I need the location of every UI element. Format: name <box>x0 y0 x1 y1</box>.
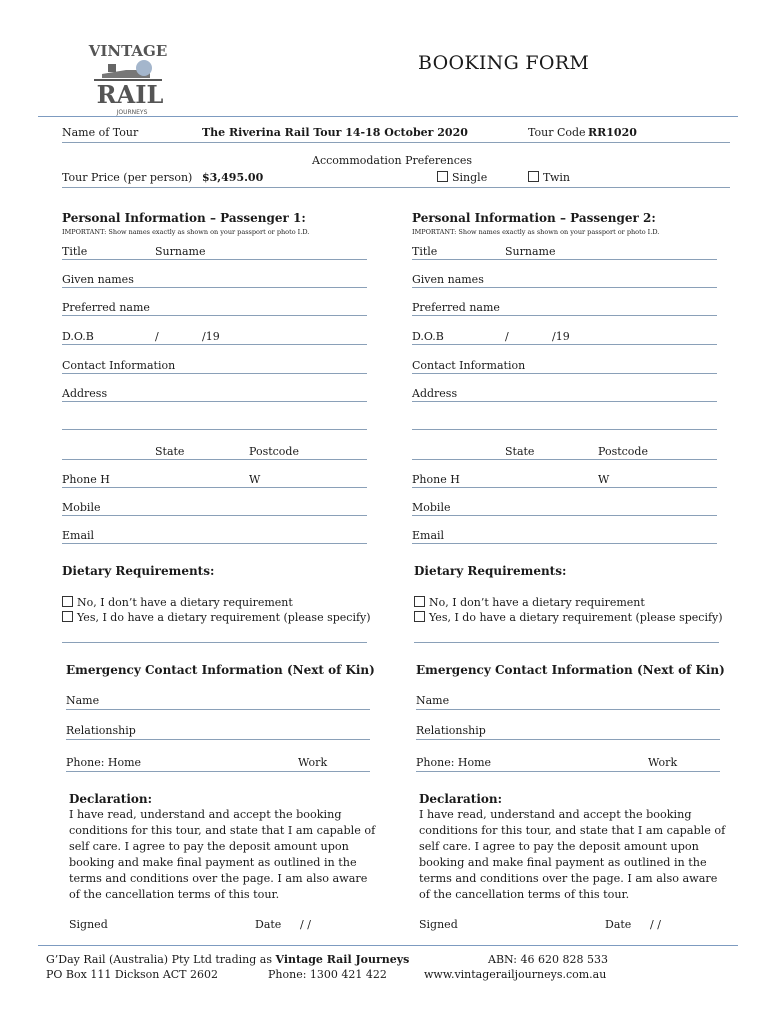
tour-price-value: $3,495.00 <box>202 171 264 184</box>
p2-diet-yes-option[interactable] <box>414 611 723 624</box>
p2-dob-sep: / <box>505 330 509 343</box>
p1-email-label: Email <box>62 529 95 542</box>
p1-state-field[interactable] <box>62 459 367 460</box>
p1-contact-field[interactable] <box>62 373 367 374</box>
p1-ec-name-label: Name <box>66 694 100 707</box>
p1-date-label: Date <box>255 918 282 931</box>
passenger-1-heading: Personal Information – Passenger 1: <box>62 211 306 225</box>
p1-preferred-field[interactable] <box>62 315 367 316</box>
p2-state-label: State <box>505 445 535 458</box>
p2-phone-h-label: Phone H <box>412 473 460 486</box>
twin-option[interactable] <box>528 171 570 184</box>
tour-name-line <box>62 142 730 143</box>
p2-title-label: Title <box>412 245 438 258</box>
p2-email-label: Email <box>412 529 445 542</box>
p2-mobile-label: Mobile <box>412 501 451 514</box>
p2-dob-year: /19 <box>552 330 570 343</box>
p1-emergency-heading: Emergency Contact Information (Next of Kin) <box>66 663 375 677</box>
p1-phone-w-label: W <box>249 473 261 486</box>
p2-diet-no-checkbox[interactable] <box>414 596 425 607</box>
p2-mobile-field[interactable] <box>412 515 717 516</box>
p2-diet-no-label: No, I don’t have a dietary requirement <box>429 596 645 609</box>
tour-name-label: Name of Tour <box>62 126 139 139</box>
tour-price-label: Tour Price (per person) <box>62 171 193 184</box>
p2-signed-label: Signed <box>419 918 458 931</box>
footer-rule <box>38 945 738 946</box>
p2-address-field[interactable] <box>412 401 717 402</box>
passenger-2-important: IMPORTANT: Show names exactly as shown on your passport or photo I.D. <box>412 228 660 236</box>
single-option[interactable] <box>437 171 487 184</box>
header-rule <box>38 116 738 117</box>
footer-company-brand: Vintage Rail Journeys <box>275 953 410 966</box>
tour-price-line <box>62 187 730 188</box>
p1-diet-yes-option[interactable] <box>62 611 371 624</box>
p2-diet-yes-checkbox[interactable] <box>414 611 425 622</box>
p1-ec-relationship-field[interactable] <box>66 739 370 740</box>
p1-email-field[interactable] <box>62 543 367 544</box>
p1-dob-field[interactable] <box>62 344 367 345</box>
p1-postcode-label: Postcode <box>249 445 299 458</box>
p2-diet-yes-label: Yes, I do have a dietary requirement (please specify) <box>429 611 723 624</box>
footer-company-prefix: G’Day Rail (Australia) Pty Ltd trading as <box>46 953 272 966</box>
tour-code-label: Tour Code <box>528 126 586 139</box>
page-title: BOOKING FORM <box>418 52 590 74</box>
p1-ec-work-label: Work <box>298 756 328 769</box>
twin-checkbox[interactable] <box>528 171 539 182</box>
p1-mobile-label: Mobile <box>62 501 101 514</box>
p2-contact-label: Contact Information <box>412 359 526 372</box>
footer-company <box>46 953 409 966</box>
p2-preferred-field[interactable] <box>412 315 717 316</box>
p1-surname-label: Surname <box>155 245 206 258</box>
p2-dob-label: D.O.B <box>412 330 444 343</box>
p2-diet-specify-field[interactable] <box>414 642 719 643</box>
p1-given-field[interactable] <box>62 287 367 288</box>
p2-dob-field[interactable] <box>412 344 717 345</box>
passenger-1-important: IMPORTANT: Show names exactly as shown on your passport or photo I.D. <box>62 228 310 236</box>
p2-email-field[interactable] <box>412 543 717 544</box>
p1-phone-h-label: Phone H <box>62 473 110 486</box>
p2-phone-w-label: W <box>598 473 610 486</box>
single-label: Single <box>452 171 488 184</box>
p1-address-field[interactable] <box>62 401 367 402</box>
p2-ec-relationship-label: Relationship <box>416 724 486 737</box>
p2-diet-no-option[interactable] <box>414 596 645 609</box>
p2-postcode-label: Postcode <box>598 445 648 458</box>
p1-preferred-label: Preferred name <box>62 301 150 314</box>
p2-ec-phone-field[interactable] <box>416 771 720 772</box>
p2-address-field-2[interactable] <box>412 429 717 430</box>
p1-diet-no-checkbox[interactable] <box>62 596 73 607</box>
p2-date-slashes: / / <box>650 918 661 931</box>
p1-mobile-field[interactable] <box>62 515 367 516</box>
p1-declaration-text: I have read, understand and accept the booking conditions for this tour, and state that I am capable of self care. I agree to pay the deposit amount upon booking and make final payment as outlined in the terms and conditions over the page. I am also aware of the cancellation terms of this tour. <box>69 808 376 901</box>
p2-given-label: Given names <box>412 273 484 286</box>
footer-abn: ABN: 46 620 828 533 <box>488 953 608 966</box>
p1-dietary-heading: Dietary Requirements: <box>62 564 215 578</box>
p2-ec-work-label: Work <box>648 756 678 769</box>
p1-title-field[interactable] <box>62 259 367 260</box>
p1-declaration-heading: Declaration: <box>69 792 153 806</box>
train-logo-icon <box>88 40 168 116</box>
p1-contact-label: Contact Information <box>62 359 176 372</box>
p1-address-field-2[interactable] <box>62 429 367 430</box>
passenger-2-heading: Personal Information – Passenger 2: <box>412 211 656 225</box>
p1-diet-no-option[interactable] <box>62 596 293 609</box>
p2-ec-name-field[interactable] <box>416 709 720 710</box>
p2-phone-field[interactable] <box>412 487 717 488</box>
p1-dob-sep: / <box>155 330 159 343</box>
logo <box>88 40 168 116</box>
p1-diet-yes-label: Yes, I do have a dietary requirement (please specify) <box>77 611 371 624</box>
p1-date-slashes: / / <box>300 918 311 931</box>
p1-ec-name-field[interactable] <box>66 709 370 710</box>
p2-address-label: Address <box>412 387 458 400</box>
p2-surname-label: Surname <box>505 245 556 258</box>
p2-contact-field[interactable] <box>412 373 717 374</box>
twin-label: Twin <box>543 171 570 184</box>
p1-diet-specify-field[interactable] <box>62 642 367 643</box>
p1-phone-field[interactable] <box>62 487 367 488</box>
logo-top-text: VINTAGE <box>88 42 168 60</box>
p1-ec-phone-home-label: Phone: Home <box>66 756 142 769</box>
p1-diet-yes-checkbox[interactable] <box>62 611 73 622</box>
p2-date-label: Date <box>605 918 632 931</box>
p2-declaration-text: I have read, understand and accept the booking conditions for this tour, and state that I am capable of self care. I agree to pay the deposit amount upon booking and make final payment as outlined in the terms and conditions over the page. I am also aware of the cancellation terms of this tour. <box>419 808 726 901</box>
p2-emergency-heading: Emergency Contact Information (Next of Kin) <box>416 663 725 677</box>
p1-given-label: Given names <box>62 273 134 286</box>
tour-code-value: RR1020 <box>588 126 637 139</box>
p2-dietary-heading: Dietary Requirements: <box>414 564 567 578</box>
p1-dob-year: /19 <box>202 330 220 343</box>
p2-ec-name-label: Name <box>416 694 450 707</box>
p1-diet-no-label: No, I don’t have a dietary requirement <box>77 596 293 609</box>
logo-main-text: RAIL <box>96 80 164 109</box>
p2-ec-phone-home-label: Phone: Home <box>416 756 492 769</box>
p1-address-label: Address <box>62 387 108 400</box>
p2-preferred-label: Preferred name <box>412 301 500 314</box>
p1-ec-phone-field[interactable] <box>66 771 370 772</box>
p2-declaration-heading: Declaration: <box>419 792 503 806</box>
single-checkbox[interactable] <box>437 171 448 182</box>
p1-signed-label: Signed <box>69 918 108 931</box>
footer-website[interactable]: www.vintagerailjourneys.com.au <box>424 968 607 981</box>
p1-ec-relationship-label: Relationship <box>66 724 136 737</box>
footer-po-box: PO Box 111 Dickson ACT 2602 <box>46 968 219 981</box>
p2-title-field[interactable] <box>412 259 717 260</box>
p2-given-field[interactable] <box>412 287 717 288</box>
p1-state-label: State <box>155 445 185 458</box>
p1-title-label: Title <box>62 245 88 258</box>
logo-sub-text: JOURNEYS <box>116 109 148 116</box>
p2-state-field[interactable] <box>412 459 717 460</box>
p2-ec-relationship-field[interactable] <box>416 739 720 740</box>
tour-name-value: The Riverina Rail Tour 14-18 October 2020 <box>202 126 468 139</box>
accommodation-label: Accommodation Preferences <box>312 154 473 167</box>
footer-phone: Phone: 1300 421 422 <box>268 968 387 981</box>
p1-dob-label: D.O.B <box>62 330 94 343</box>
